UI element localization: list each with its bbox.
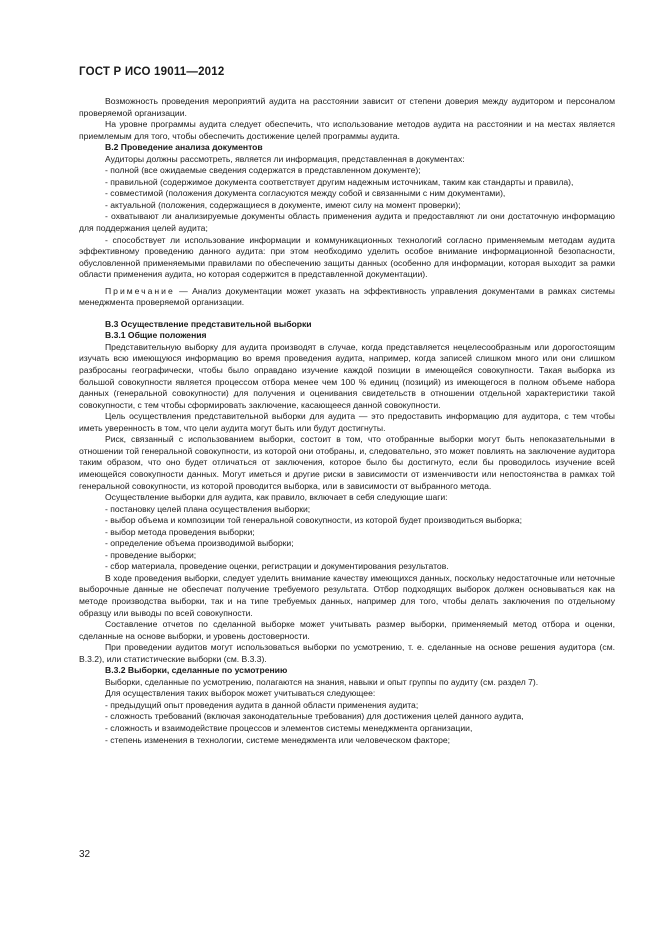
- list-item: - правильной (содержимое документа соответствует другим надежным источникам, таким как стандарты и правила),: [105, 176, 574, 187]
- list-item: - совместимой (положения документа согласуются между собой и связанными с ним документами),: [105, 188, 506, 199]
- list-item: - степень изменения в технологии, системе менеджмента или человеческом факторе;: [105, 734, 451, 745]
- paragraph: Возможность проведения мероприятий аудита на расстоянии зависит от степени доверия между аудитором и персоналом проверяемой организации.: [79, 96, 615, 118]
- paragraph: При проведении аудитов могут использоваться выборки по усмотрению, т. е. сделанные на основе решения аудитора (см. В.3.2), или статистические выборки (см. В.3.3).: [79, 642, 615, 664]
- paragraph: Выборки, сделанные по усмотрению, полагаются на знания, навыки и опыт группы по аудиту (см. раздел 7).: [105, 676, 539, 687]
- note-paragraph: [79, 286, 615, 309]
- paragraph: Для осуществления таких выборок может учитываться следующее:: [105, 688, 376, 699]
- paragraph: Цель осуществления представительной выборки для аудита — это предоставить информацию для аудитора, с тем чтобы иметь уверенность в том, что цели аудита могут быть или будут достигнуты.: [79, 411, 615, 433]
- paragraph: Составление отчетов по сделанной выборке может учитывать размер выборки, применяемый метод отбора и оценки, сделанные на основе выборки, и уровень достоверности.: [79, 619, 615, 641]
- list-item: - способствует ли использование информации и коммуникационных технологий согласно применяемым методам аудита эффективному проведению данного аудита: при этом необходимо уделить особое внимание информационной безопасности, обусловленной применяемыми правилами по обеспечению защиты данных (особенно для информации, которая выходит за рамки области применения аудита, но которая содержится в представленной документации).: [79, 234, 615, 280]
- paragraph: Риск, связанный с использованием выборки, состоит в том, что отобранные выборки могут быть непоказательными в отношении той генеральной совокупности, из которой они отобраны, и, следовательно, это может повлиять на заключение аудитора таким образом, что оно будет отличаться от заключения, которое было бы достигнуто, если бы проводилось изучение всей имеющейся совокупности данных. Могут иметься и другие риски в зависимости от изменчивости или непостоянства в рамках той генеральной совокупности, из которой проводится выборка, или в зависимости от выбранного метода.: [79, 434, 615, 491]
- page-number: 32: [79, 849, 91, 860]
- paragraph: Представительную выборку для аудита производят в случае, когда представляется нецелесообразным или дорогостоящим изучать всю имеющуюся информацию во время проведения аудита, например, когда записей слишком много или они слишком разбросаны географически, чтобы было оправдано изучение каждой позиции в имеющейся совокупности. Такая выборка из большой совокупности является процессом отбора менее чем 100 % единиц (позиций) из имеющегося в полном объеме набора данных (генеральной совокупности) для получения и оценивания свидетельств в отношении отдельной характеристики такой совокупности, с тем чтобы сформировать заключение, касающееся данной совокупности.: [79, 341, 615, 410]
- list-item: - сложность и взаимодействие процессов и элементов системы менеджмента организации,: [105, 722, 473, 733]
- paragraph: Осуществление выборки для аудита, как правило, включает в себя следующие шаги:: [105, 492, 448, 503]
- document-header: ГОСТ Р ИСО 19011—2012: [79, 66, 225, 78]
- note-text: — Анализ документации может указать на эффективность управления документами в рамках системы менеджмента проверяемой организации.: [79, 285, 615, 308]
- list-item: - постановку целей плана осуществления выборки;: [105, 503, 311, 514]
- list-item: - полной (все ожидаемые сведения содержатся в представленном документе);: [105, 165, 421, 176]
- section-heading: В.3.2 Выборки, сделанные по усмотрению: [105, 665, 288, 676]
- list-item: - определение объема производимой выборки;: [105, 538, 294, 549]
- list-item: - охватывают ли анализируемые документы область применения аудита и предоставляют ли они достаточную информацию для поддержания целей аудита;: [79, 211, 615, 234]
- section-heading: В.3.1 Общие положения: [105, 330, 207, 341]
- list-item: - сбор материала, проведение оценки, регистрации и документирования результатов.: [105, 561, 449, 572]
- section-heading: В.2 Проведение анализа документов: [105, 142, 263, 153]
- document-body: [79, 96, 615, 746]
- list-item: - сложность требований (включая законодательные требования) для достижения целей данного аудита,: [105, 711, 524, 722]
- paragraph: В ходе проведения выборки, следует уделить внимание качеству имеющихся данных, поскольку недостаточные или неточные выборочные данные не обеспечат получение требуемого результата. Отбор подходящих выборок должен основываться как на методе производства выборки, так и на типе требуемых данных, например для того, чтобы делать заключения по отдельному образцу или выводы по всей совокупности.: [79, 572, 615, 618]
- list-item: - выбор метода проведения выборки;: [105, 526, 255, 537]
- list-item: - проведение выборки;: [105, 549, 197, 560]
- list-item: - предыдущий опыт проведения аудита в данной области применения аудита;: [105, 699, 419, 710]
- list-item: - выбор объема и композиции той генеральной совокупности, из которой будет производиться выборка;: [105, 515, 523, 526]
- note-label: Примечание: [105, 285, 175, 296]
- list-item: - актуальной (положения, содержащиеся в документе, имеют силу на момент проверки);: [105, 199, 461, 210]
- paragraph: На уровне программы аудита следует обеспечить, что использование методов аудита на расстоянии и на местах является приемлемым для того, чтобы обеспечить достижение целей программы аудита.: [79, 119, 615, 141]
- section-heading: В.3 Осуществление представительной выборки: [105, 318, 312, 329]
- paragraph: Аудиторы должны рассмотреть, является ли информация, представленная в документах:: [105, 153, 465, 164]
